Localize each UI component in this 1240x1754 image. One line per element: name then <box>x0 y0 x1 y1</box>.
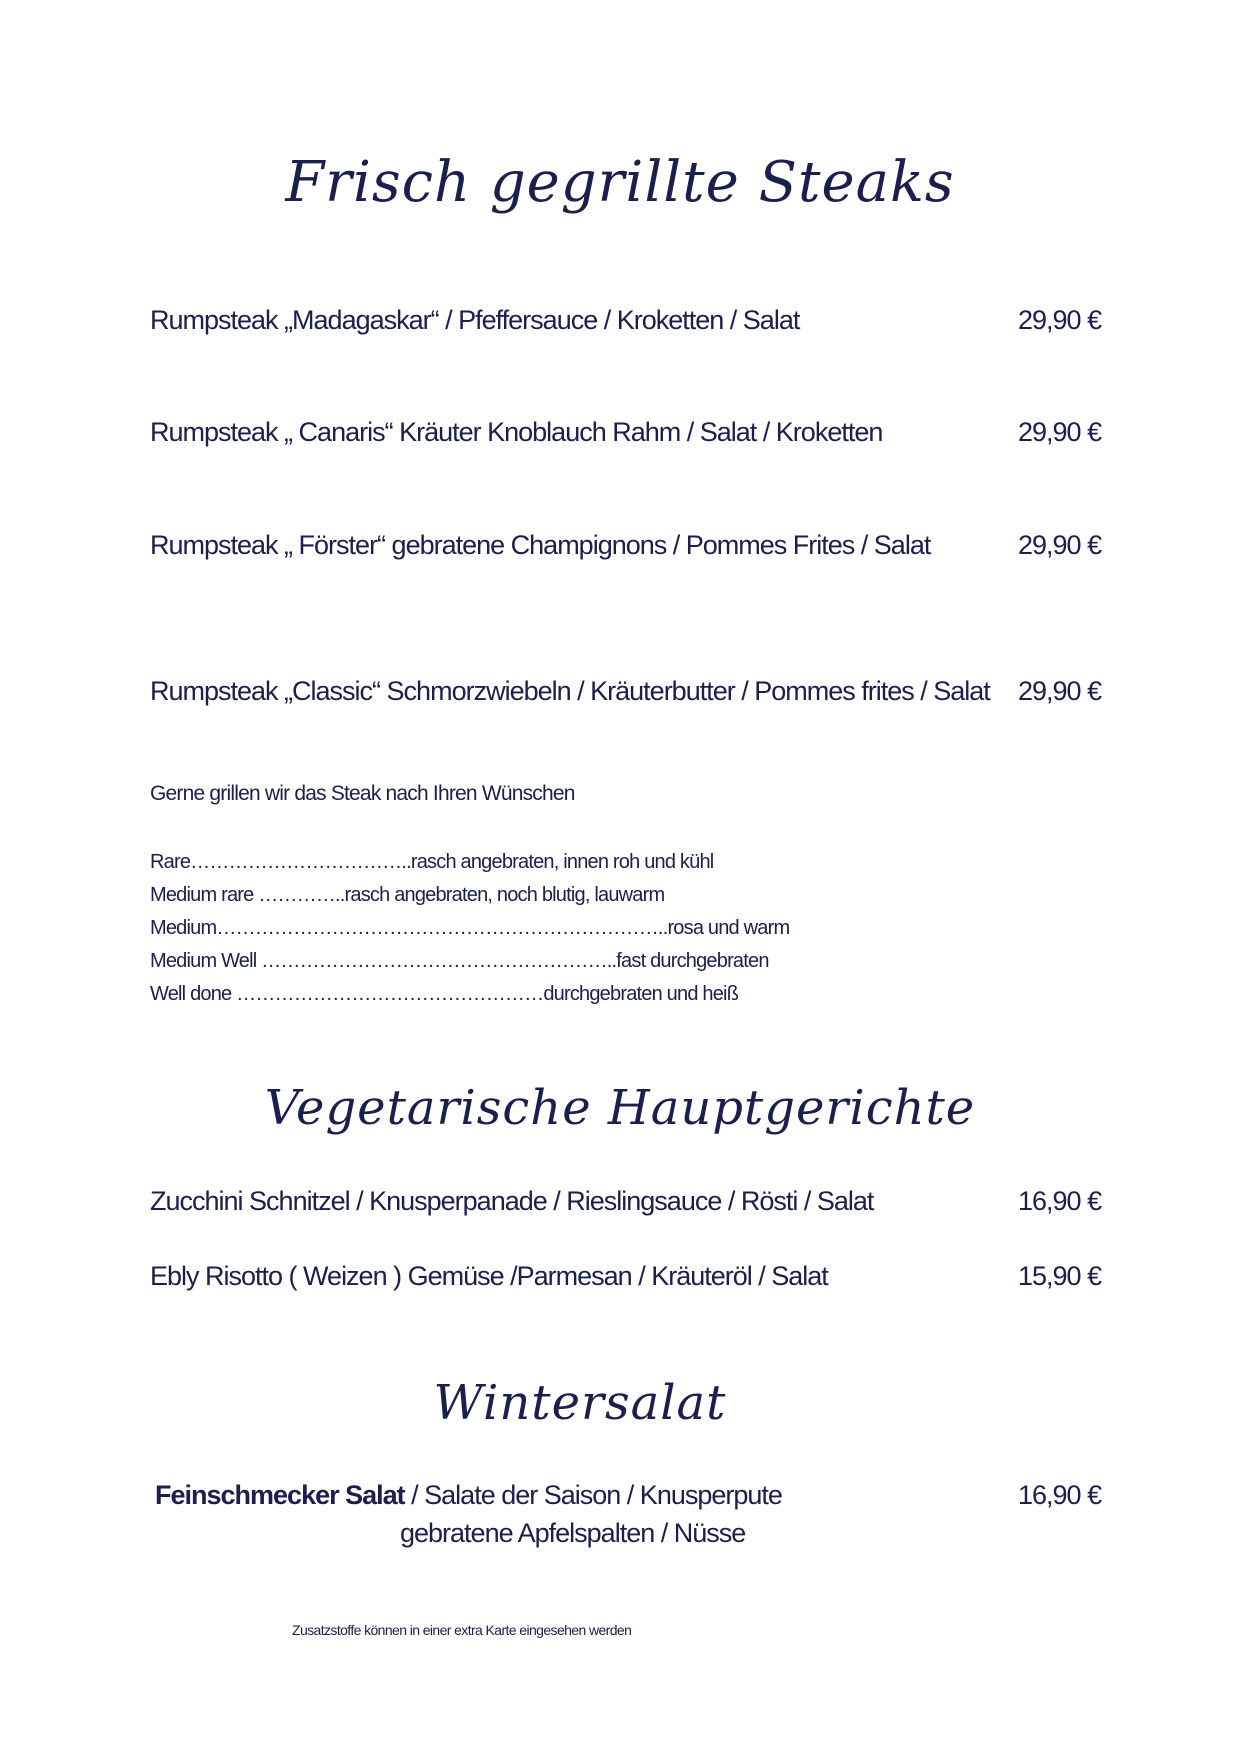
winter-salad-name <box>155 1480 782 1511</box>
menu-item-price: 29,90 € <box>1018 417 1102 447</box>
menu-item-name: Rumpsteak „Madagaskar“ / Pfeffersauce / Kroketten / Salat <box>150 305 800 335</box>
doneness-item: Rare……………………………..rasch angebraten, innen roh und kühl <box>150 851 714 873</box>
steaks-heading: Frisch gegrillte Steaks <box>285 150 955 215</box>
menu-item-price: 29,90 € <box>1018 676 1102 706</box>
vegetarian-heading: Vegetarische Hauptgerichte <box>264 1080 976 1136</box>
steak-note: Gerne grillen wir das Steak nach Ihren Wünschen <box>150 782 575 805</box>
winter-heading: Wintersalat <box>433 1375 727 1431</box>
allergen-footnote: Zusatzstoffe können in einer extra Karte eingesehen werden <box>292 1622 632 1638</box>
menu-item-name: Zucchini Schnitzel / Knusperpanade / Rieslingsauce / Rösti / Salat <box>150 1186 874 1216</box>
menu-item-price: 29,90 € <box>1018 530 1102 560</box>
doneness-list <box>150 846 789 1011</box>
doneness-item: Medium Well ………………………………………………..fast durchgebraten <box>150 950 769 972</box>
menu-item-price: 29,90 € <box>1018 305 1102 335</box>
menu-item-name: Rumpsteak „ Canaris“ Kräuter Knoblauch Rahm / Salat / Kroketten <box>150 417 883 447</box>
menu-item-price: 16,90 € <box>1018 1186 1102 1216</box>
winter-salad-desc: / Salate der Saison / Knusperpute <box>404 1480 782 1510</box>
doneness-item: Medium rare …………..rasch angebraten, noch blutig, lauwarm <box>150 884 665 906</box>
doneness-item: Well done …………………………………………durchgebraten und heiß <box>150 983 739 1005</box>
winter-salad-title: Feinschmecker Salat <box>155 1480 405 1510</box>
menu-item-price: 16,90 € <box>1018 1480 1102 1510</box>
winter-salad-desc-line2: gebratene Apfelspalten / Nüsse <box>400 1518 746 1548</box>
menu-item-price: 15,90 € <box>1018 1261 1102 1291</box>
menu-item-name: Rumpsteak „ Förster“ gebratene Champignons / Pommes Frites / Salat <box>150 530 931 560</box>
menu-item-name: Ebly Risotto ( Weizen ) Gemüse /Parmesan / Kräuteröl / Salat <box>150 1261 828 1291</box>
doneness-item: Medium……………………………………………………………..rosa und warm <box>150 917 790 939</box>
menu-item-name: Rumpsteak „Classic“ Schmorzwiebeln / Kräuterbutter / Pommes frites / Salat <box>150 676 990 706</box>
